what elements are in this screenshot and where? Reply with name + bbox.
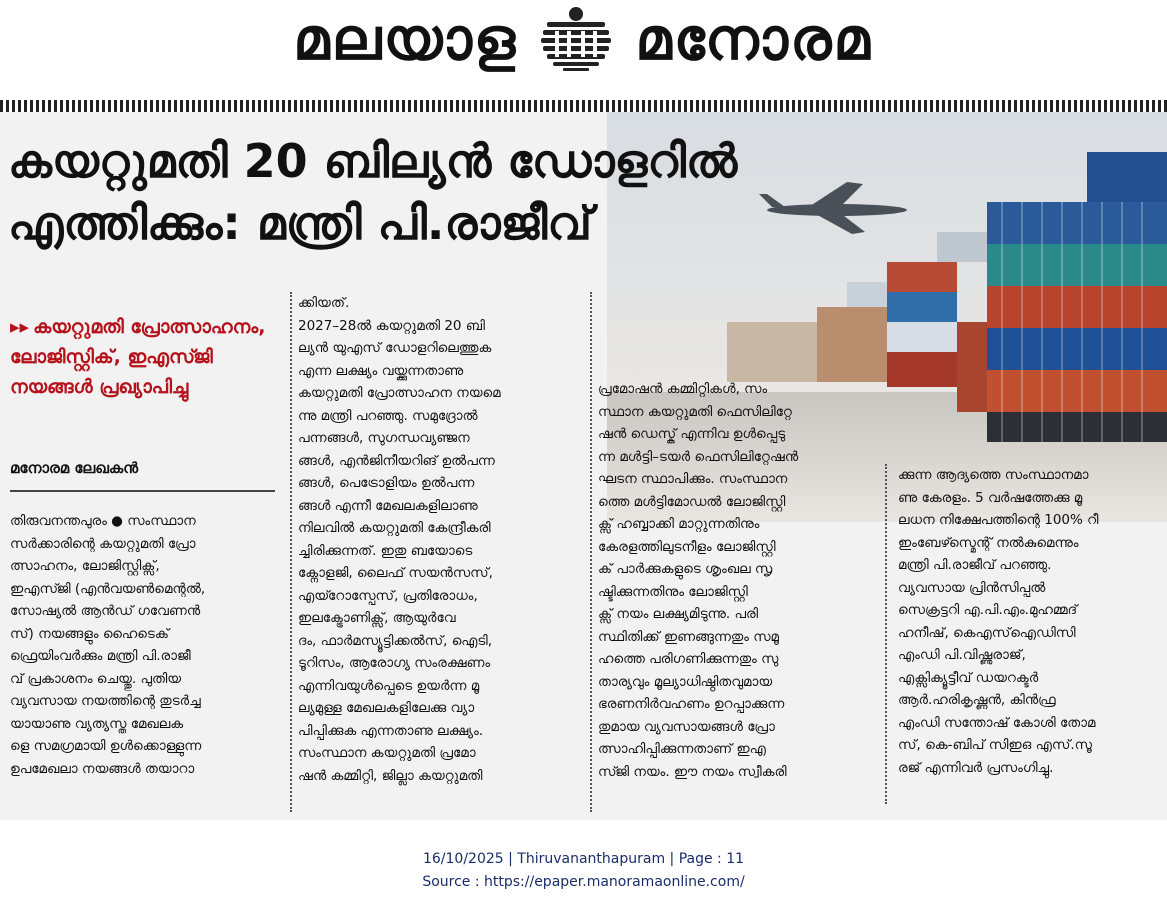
column-divider: [290, 292, 292, 812]
article-column-4: ക്കുന്ന ആദ്യത്തെ സംസ്ഥാനമാ ണു കേരളം. 5 വർഷത്തേക്കു മൂ ലധന നിക്ഷേപത്തിന്റെ 100% റീ ഇംബേഴ്സ്മെന്റ് നൽകുമെന്നും മന്ത്രി പി.രാജീവ് പറഞ്ഞു. വ്യവസായ പ്രിൻസിപ്പൽ സെക്രട്ടറി എ.പി.എം.മുഹമ്മദ് ഹനീഷ്, കെഎസ്ഐഡിസി എംഡി പി.വിഷ്ണുരാജ്, എക്സിക്യൂട്ടീവ് ഡയറക്ടർ ആർ.ഹരികൃഷ്ണൻ, കിൻഫ്ര എംഡി സന്തോഷ് കോശി തോമ സ്, കെ-ബിപ് സിഇഒ എസ്.സൂ രജ് എന്നിവർ പ്രസംഗിച്ചു.: [898, 467, 1099, 776]
column-divider: [885, 464, 887, 804]
byline-divider: [10, 490, 275, 492]
page-footer: [0, 848, 1167, 894]
headline-line-1: കയറ്റുമതി 20 ബില്യൻ ഡോളറിൽ: [8, 134, 738, 188]
article-kicker: [10, 312, 270, 402]
mammoth-emblem-icon: [535, 4, 617, 74]
masthead-title-right: മനോരമ: [635, 5, 872, 73]
footer-date-location: 16/10/2025 | Thiruvananthapuram | Page : 11: [422, 851, 745, 867]
footer-source: Source : https://epaper.manoramaonline.com/: [422, 874, 745, 890]
column-divider: [590, 292, 592, 812]
masthead-title-left: മലയാള: [293, 5, 518, 73]
article-byline: മനോരമ ലേഖകൻ: [10, 459, 139, 477]
article-column-3: പ്രമോഷൻ കമ്മിറ്റികൾ, സം സ്ഥാന കയറ്റുമതി ഫെസിലിറ്റേ ഷൻ ഡെസ്ക് എന്നിവ ഉൾപ്പെടു ന്ന മൾട്ടി–ടയർ ഫെസിലിറ്റേഷൻ ഘടന സ്ഥാപിക്കും. സംസ്ഥാന ത്തെ മൾട്ടിമോഡൽ ലോജിസ്റ്റി ക്സ് ഹബ്ബാക്കി മാറ്റുന്നതിനും കേരളത്തിലുടനീളം ലോജിസ്റ്റി ക് പാർക്കുകളുടെ ശൃംഖല സൃ ഷ്ടിക്കുന്നതിനും ലോജിസ്റ്റി ക്സ് നയം ലക്ഷ്യമിടുന്നു. പരി സ്ഥിതിക്ക് ഇണങ്ങുന്നതും സമൂ ഹത്തെ പരിഗണിക്കുന്നതും സു താര്യവും മൂല്യാധിഷ്ഠിതവുമായ ഭരണനിർവഹണം ഉറപ്പാക്കുന്ന തുമായ വ്യവസായങ്ങൾ പ്രോ ത്സാഹിപ്പിക്കുന്നതാണ് ഇഎ സ്ജി നയം. ഈ നയം സ്വീകരി: [598, 381, 799, 780]
kicker-text: കയറ്റുമതി പ്രോത്സാഹനം, ലോജിസ്റ്റിക്, ഇഎസ്ജി നയങ്ങൾ പ്രഖ്യാപിച്ചു: [10, 316, 266, 398]
masthead: [185, 0, 980, 78]
article-column-1: തിരുവനന്തപുരം ● സംസ്ഥാന സർക്കാരിന്റെ കയറ്റുമതി പ്രോ ത്സാഹനം, ലോജിസ്റ്റിക്സ്, ഇഎസ്ജി (എൻവയൺമെന്റൽ, സോഷ്യൽ ആൻഡ് ഗവേണൻ സ്) നയങ്ങളും ഹൈടെക് ഫ്രെയിംവർക്കും മന്ത്രി പി.രാജീ വ് പ്രകാശനം ചെയ്തു. പുതിയ വ്യവസായ നയത്തിന്റെ തുടർച്ച യായാണു വ്യത്യസ്ത മേഖലക ളെ സമഗ്രമായി ഉൾക്കൊള്ളുന്ന ഉപമേഖലാ നയങ്ങൾ തയാറാ: [10, 513, 206, 777]
headline-line-2: എത്തിക്കും: മന്ത്രി പി.രാജീവ്: [8, 196, 592, 250]
article-column-2: ക്കിയത്. 2027–28ൽ കയറ്റുമതി 20 ബി ല്യൻ യുഎസ് ഡോളറിലെത്തുക എന്ന ലക്ഷ്യം വയ്ക്കുന്നതാണു കയറ്റുമതി പ്രോത്സാഹന നയമെ ന്നു മന്ത്രി പറഞ്ഞു. സമുദ്രോൽ പന്നങ്ങൾ, സുഗന്ധവ്യഞ്ജന ങ്ങൾ, എൻജിനീയറിങ് ഉൽപന്ന ങ്ങൾ, പെട്രോളിയം ഉൽപന്ന ങ്ങൾ എന്നീ മേഖലകളിലാണു നിലവിൽ കയറ്റുമതി കേന്ദ്രീകരി ച്ചിരിക്കുന്നത്. ഇതു ബയോടെ ക്നോളജി, ലൈഫ് സയൻസസ്, എയ്റോസ്പേസ്, പ്രതിരോധം, ഇലക്ട്രോണിക്സ്, ആയുർവേ ദം, ഫാർമസ്യൂട്ടിക്കൽസ്, ഐടി, ടൂറിസം, ആരോഗ്യ സംരക്ഷണം എന്നിവയുൾപ്പെടെ ഉയർന്ന മൂ ല്യമുള്ള മേഖലകളിലേക്കു വ്യാ പിപ്പിക്കുക എന്നതാണു ലക്ഷ്യം. സംസ്ഥാന കയറ്റുമതി പ്രമോ ഷൻ കമ്മിറ്റി, ജില്ലാ കയറ്റുമതി: [298, 295, 501, 784]
article-headline: [8, 130, 908, 254]
clipping-top-border: [0, 100, 1167, 112]
double-arrow-icon: ▸▸: [10, 316, 30, 338]
